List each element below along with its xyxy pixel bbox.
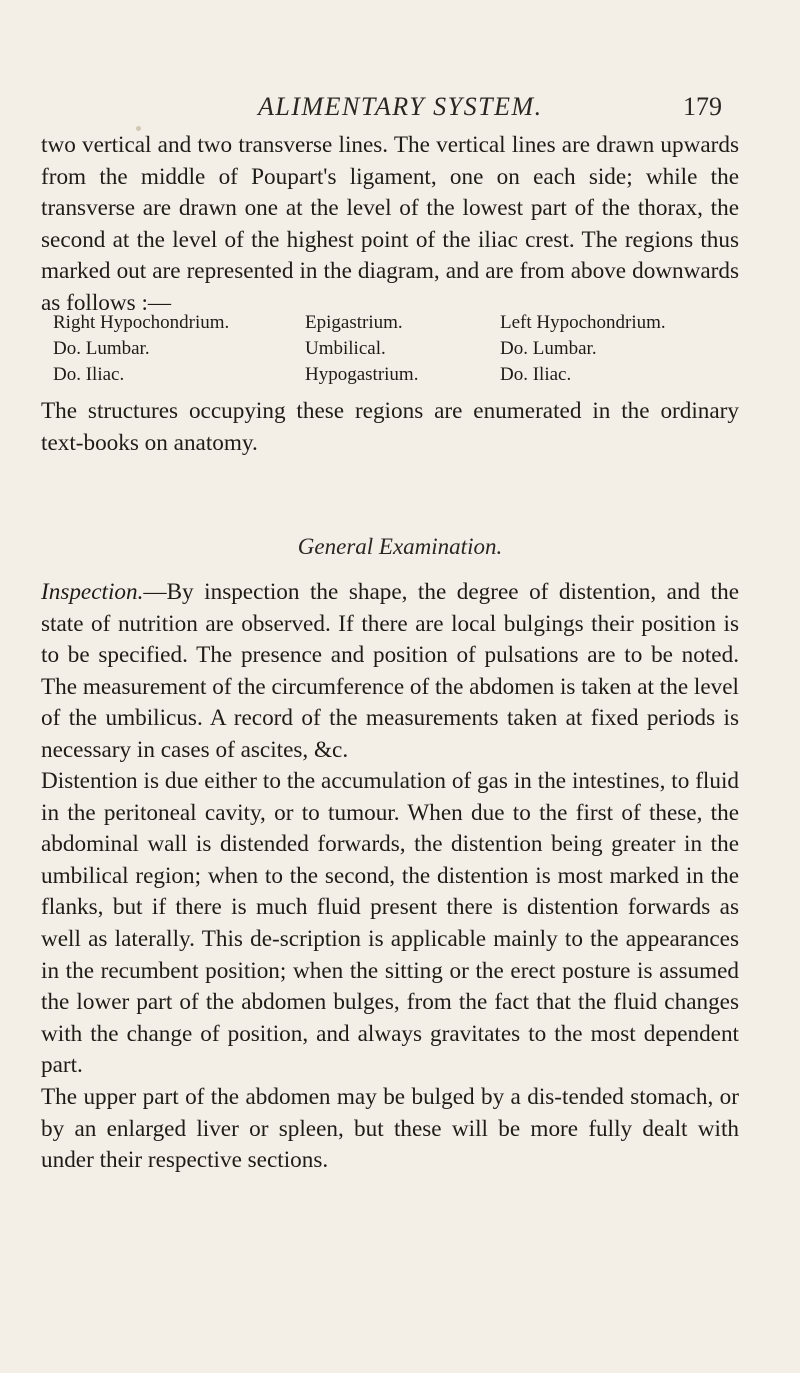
- paragraph-upper-abdomen: The upper part of the abdomen may be bulged by a dis-tended stomach, or by an enlarged liver or spleen, but these will be more fully dealt with under their respective sections.: [41, 1084, 739, 1174]
- paragraph-intro: two vertical and two transverse lines. The vertical lines are drawn upwards from the middle of Poupart's ligament, one on each side; while the transverse are drawn one at the level of the lowest part of the thorax, the second at the level of the highest point of the iliac crest. The regions thus marked out are represented in the diagram, and are from above downwards as follows :—: [41, 132, 739, 316]
- region-cell: Do. Iliac.: [53, 364, 125, 385]
- running-head: [0, 92, 800, 128]
- region-cell: Left Hypochondrium.: [500, 312, 666, 333]
- region-cell: Right Hypochondrium.: [53, 312, 230, 333]
- regions-row: [53, 310, 753, 336]
- paragraph-distention: Distention is due either to the accumulation of gas in the intestines, to fluid in the peritoneal cavity, or to tumour. When due to the first of these, the abdominal wall is distended forwards, the distention being greater in the umbilical region; when to the second, the distention is most marked in the flanks, but if there is much fluid present there is distention forwards as well as laterally. This de-scription is applicable mainly to the appearances in the recumbent position; when the sitting or the erect posture is assumed the lower part of the abdomen bulges, from the fact that the fluid changes with the change of position, and always gravitates to the most dependent part.: [41, 768, 739, 1079]
- regions-table: [53, 310, 753, 388]
- region-cell: Do. Iliac.: [500, 364, 572, 385]
- inspection-lead: Inspection.: [41, 579, 144, 605]
- regions-row: [53, 336, 753, 362]
- region-cell: Umbilical.: [305, 338, 386, 359]
- region-cell: Hypogastrium.: [305, 364, 419, 385]
- section-heading: General Examination.: [297, 534, 503, 559]
- region-cell: Do. Lumbar.: [53, 338, 150, 359]
- page-number: 179: [683, 92, 722, 121]
- inspection-body: —By inspection the shape, the degree of distention, and the state of nutrition are observed. If there are local bulgings their position is to be specified. The presence and position of pulsations are to be noted. The measurement of the circumference of the abdomen is taken at the level of the umbilicus. A record of the measurements taken at fixed periods is necessary in cases of ascites, &c.: [41, 579, 739, 763]
- region-cell: Do. Lumbar.: [500, 338, 597, 359]
- paragraph-structures: The structures occupying these regions are enumerated in the ordinary text-books on anatomy.: [41, 398, 739, 456]
- region-cell: Epigastrium.: [305, 312, 403, 333]
- regions-row: [53, 362, 753, 388]
- paragraph-inspection: [41, 577, 739, 767]
- running-title: ALIMENTARY SYSTEM.: [258, 92, 543, 121]
